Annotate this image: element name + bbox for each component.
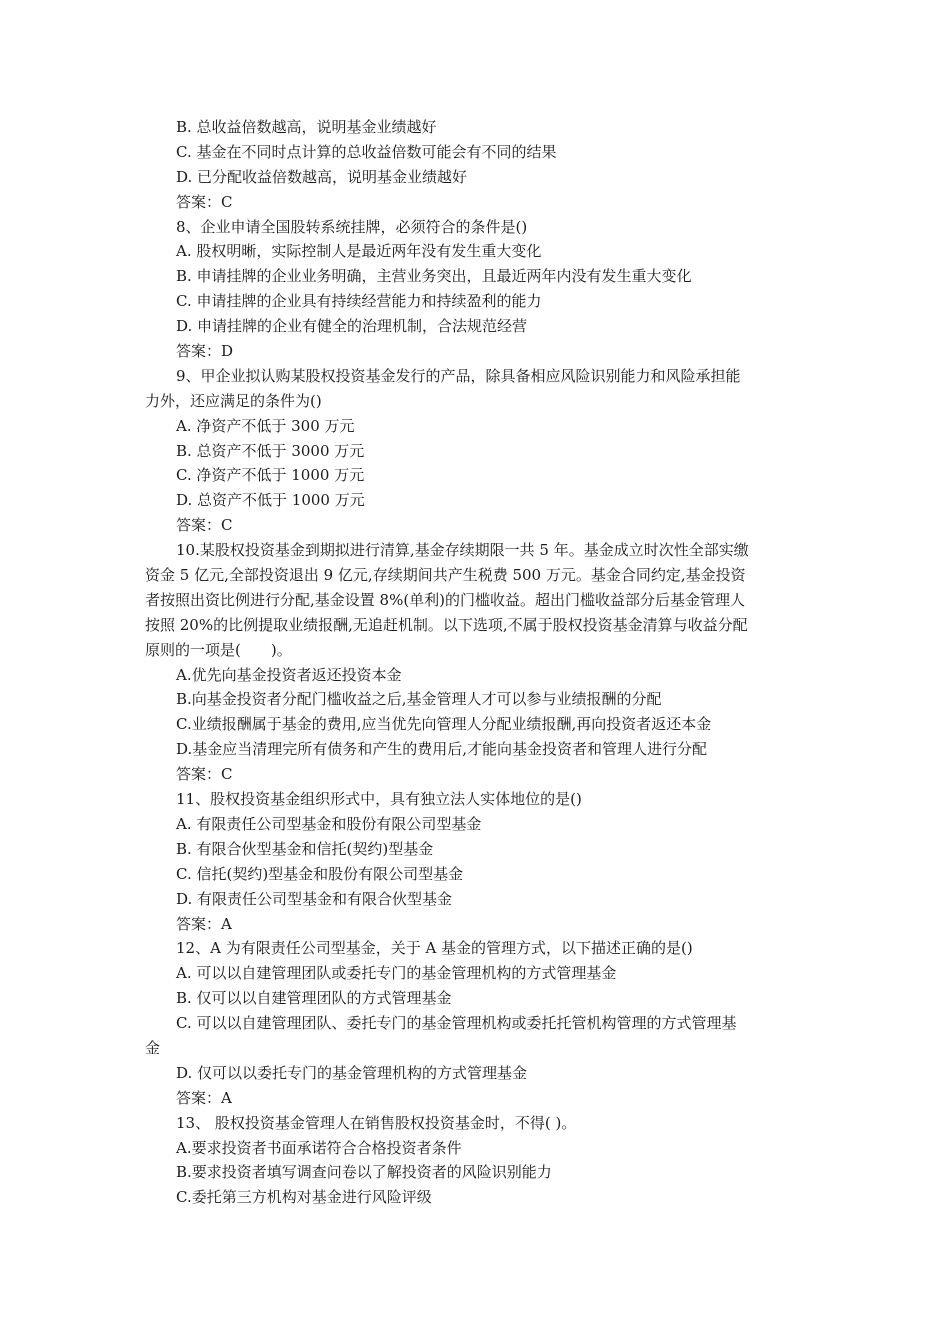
text-line: C. 信托(契约)型基金和股份有限公司型基金 [176, 864, 464, 883]
text-line: 答案：C [176, 765, 233, 784]
text-line: 11、股权投资基金组织形式中，具有独立法人实体地位的是() [176, 790, 582, 809]
text-line: 9、甲企业拟认购某股权投资基金发行的产品，除具备相应风险识别能力和风险承担能 [176, 366, 741, 385]
text-line: C. 可以以自建管理团队、委托专门的基金管理机构或委托托管机构管理的方式管理基 [176, 1014, 737, 1033]
text-line: A.优先向基金投资者返还投资本金 [176, 665, 402, 684]
text-line: C. 基金在不同时点计算的总收益倍数可能会有不同的结果 [176, 142, 557, 161]
text-line: A. 股权明晰，实际控制人是最近两年没有发生重大变化 [176, 242, 542, 261]
text-line: 资金 5 亿元,全部投资退出 9 亿元,存续期间共产生税费 500 万元。基金合同约定,基金投资 [145, 566, 746, 585]
text-line: 答案：C [176, 192, 233, 211]
text-line: C. 净资产不低于 1000 万元 [176, 466, 365, 485]
text-line: 按照 20%的比例提取业绩报酬,无追赶机制。以下选项,不属于股权投资基金清算与收益分配 [145, 615, 748, 634]
text-line: 10.某股权投资基金到期拟进行清算,基金存续期限一共 5 年。基金成立时次性全部实缴 [176, 541, 749, 560]
text-line: 原则的一项是( )。 [145, 640, 292, 659]
text-line: B. 申请挂牌的企业业务明确，主营业务突出，且最近两年内没有发生重大变化 [176, 267, 692, 286]
text-line: 金 [145, 1038, 161, 1057]
text-line: A. 净资产不低于 300 万元 [176, 416, 355, 435]
text-line: 答案：D [176, 342, 234, 361]
text-line: D. 仅可以以委托专门的基金管理机构的方式管理基金 [176, 1063, 528, 1082]
text-line: C.业绩报酬属于基金的费用,应当优先向管理人分配业绩报酬,再向投资者返还本金 [176, 715, 712, 734]
text-line: B.向基金投资者分配门槛收益之后,基金管理人才可以参与业绩报酬的分配 [176, 690, 662, 709]
text-line: 答案：A [176, 1088, 232, 1107]
text-line: C. 申请挂牌的企业具有持续经营能力和持续盈利的能力 [176, 292, 542, 311]
text-line: 答案：A [176, 914, 232, 933]
text-line: B. 总资产不低于 3000 万元 [176, 441, 365, 460]
text-line: D. 总资产不低于 1000 万元 [176, 491, 365, 510]
text-line: D. 有限责任公司型基金和有限合伙型基金 [176, 889, 453, 908]
text-line: C.委托第三方机构对基金进行风险评级 [176, 1188, 432, 1207]
text-line: 13、 股权投资基金管理人在销售股权投资基金时，不得( )。 [176, 1113, 577, 1132]
document-page [0, 115, 950, 1210]
text-line: 力外，还应满足的条件为() [145, 391, 322, 410]
text-line: D. 申请挂牌的企业有健全的治理机制，合法规范经营 [176, 317, 528, 336]
text-line: 者按照出资比例进行分配,基金设置 8%(单利)的门槛收益。超出门槛收益部分后基金管理人 [145, 590, 746, 609]
text-line: A. 可以以自建管理团队或委托专门的基金管理机构的方式管理基金 [176, 964, 617, 983]
text-line: D. 已分配收益倍数越高，说明基金业绩越好 [176, 167, 468, 186]
text-line: B. 仅可以以自建管理团队的方式管理基金 [176, 989, 452, 1008]
text-line: D.基金应当清理完所有债务和产生的费用后,才能向基金投资者和管理人进行分配 [176, 740, 708, 759]
text-line: 12、A 为有限责任公司型基金，关于 A 基金的管理方式，以下描述正确的是() [176, 939, 693, 958]
text-line: 8、企业申请全国股转系统挂牌，必须符合的条件是() [176, 217, 528, 236]
text-line: B. 总收益倍数越高，说明基金业绩越好 [176, 118, 437, 136]
text-line: B. 有限合伙型基金和信托(契约)型基金 [176, 839, 434, 858]
text-line: 答案：C [176, 516, 233, 535]
text-line: A.要求投资者书面承诺符合合格投资者条件 [176, 1138, 462, 1157]
text-line: B.要求投资者填写调查问卷以了解投资者的风险识别能力 [176, 1163, 552, 1182]
text-line: A. 有限责任公司型基金和股份有限公司型基金 [176, 814, 482, 833]
